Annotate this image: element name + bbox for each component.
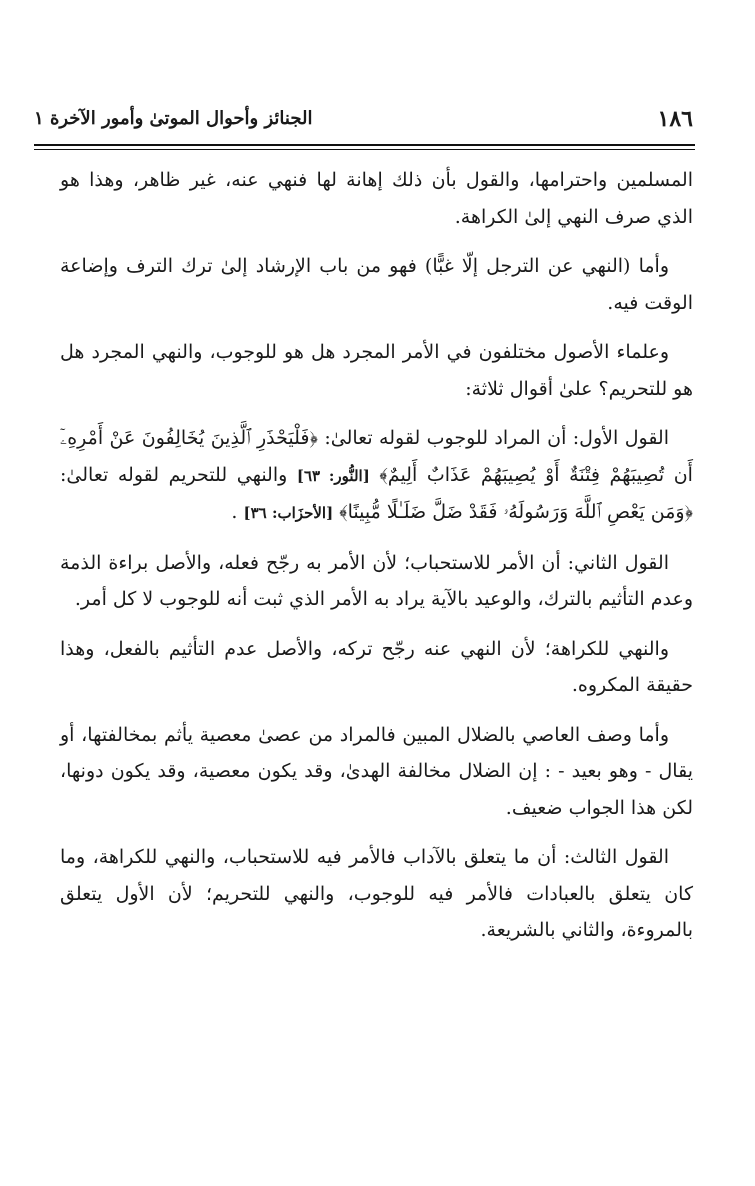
verse-reference: [الأحزَاب: ٣٦] — [243, 504, 334, 522]
quran-verse: ﴿وَمَن يَعْصِ ٱللَّهَ وَرَسُولَهُۥ فَقَدْ ضَلَّ ضَلَـٰلًا مُّبِينًا﴾ — [339, 501, 693, 523]
paragraph-text: القول الأول: أن المراد للوجوب لقوله تعالىٰ: — [324, 427, 670, 449]
header-rule-thick — [34, 144, 695, 146]
paragraph: وأما (النهي عن الترجل إلّا غبًّا) فهو من باب الإرشاد إلىٰ ترك الترف وإضاعة الوقت فيه. — [60, 255, 693, 314]
paragraph: والنهي للكراهة؛ لأن النهي عنه رجّح تركه، والأصل عدم التأثيم بالفعل، وهذا حقيقة المكروه. — [60, 637, 693, 696]
paragraph: القول الثالث: أن ما يتعلق بالآداب فالأمر فيه للاستحباب، والنهي للكراهة، وما كان يتعلق بالعبادات فالأمر فيه للوجوب، والنهي للتحريم؛ لأن الأول يتعلق بالمروءة، والثاني بالشريعة. — [60, 846, 693, 941]
header-rule-thin — [34, 149, 695, 150]
paragraph-with-verses — [60, 420, 693, 532]
paragraph-end: . — [231, 501, 238, 523]
page-header — [34, 102, 693, 142]
paragraph: وعلماء الأصول مختلفون في الأمر المجرد هل هو للوجوب، والنهي المجرد هل هو للتحريم؟ علىٰ أقوال ثلاثة: — [60, 341, 693, 400]
verse-reference: [النُّور: ٦٣] — [296, 466, 370, 485]
page-body — [60, 162, 693, 962]
quran-verse: ﴿فَلْيَحْذَرِ ٱلَّذِينَ يُخَالِفُونَ عَنْ أَمْرِهِۦٓ أَن تُصِيبَهُمْ فِتْنَةٌ أَوْ يُصِيبَهُمْ عَذَابٌ أَلِيمٌ﴾ — [60, 427, 693, 486]
page-number: ١٨٦ — [657, 106, 693, 132]
running-title: الجنائز وأحوال الموتىٰ وأمور الآخرة ١ — [34, 108, 313, 129]
paragraph: وأما وصف العاصي بالضلال المبين فالمراد من عصىٰ معصية يأثم بمخالفتها، أو يقال - وهو بعيد - : إن الضلال مخالفة الهدىٰ، وقد يكون معصية، وقد يكون دونها، لكن هذا الجواب ضعيف. — [60, 723, 693, 819]
paragraph: القول الثاني: أن الأمر للاستحباب؛ لأن الأمر به رجّح فعله، والأصل براءة الذمة وعدم التأثيم بالترك، والوعيد بالآية يراد به الأمر الذي ثبت أنه للوجوب لا كل أمر. — [60, 551, 693, 610]
paragraph: المسلمين واحترامها، والقول بأن ذلك إهانة لها فنهي عنه، غير ظاهر، وهذا هو الذي صرف النهي إلىٰ الكراهة. — [60, 169, 693, 228]
paragraph-text: والنهي للتحريم لقوله تعالىٰ: — [60, 463, 288, 486]
